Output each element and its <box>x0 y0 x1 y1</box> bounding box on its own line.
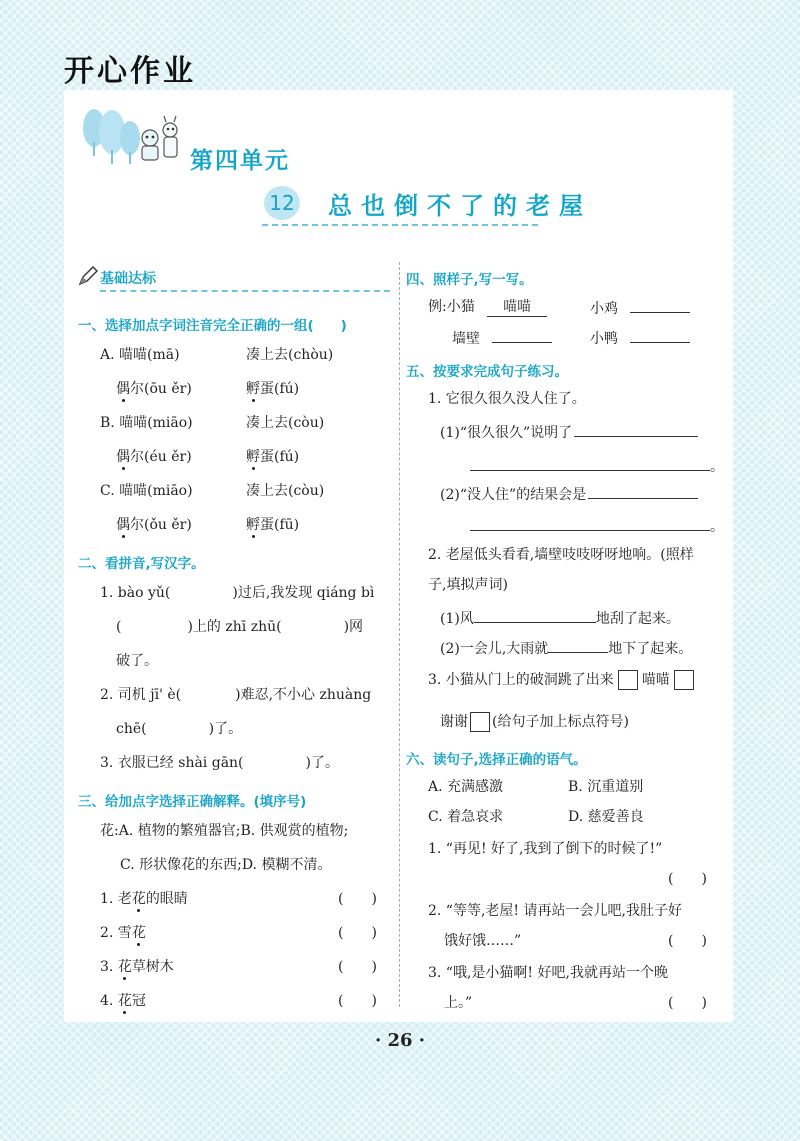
q6-s2a: 2. “等等,老屋! 请再站一会儿吧,我肚子好 <box>428 903 682 919</box>
header-title: 开心作业 <box>64 54 196 89</box>
q4-w4: 小鸭 <box>590 331 618 347</box>
lesson-title: 总也倒不了的老屋 <box>328 192 592 220</box>
q5-s2c <box>440 608 680 628</box>
q6-s1: 1. “再见! 好了,我到了倒下的时候了!” <box>428 841 663 857</box>
q2-l1a: 1. bào yǔ( <box>100 585 171 601</box>
q5-s1a <box>440 422 698 442</box>
q3-item4-paren: ( ) <box>338 993 377 1009</box>
q2-l1b: )过后,我发现 qiáng bì <box>232 585 375 601</box>
dotted-char: 花 <box>131 925 146 941</box>
q1-b1: B. 喵喵(miāo) <box>100 415 193 431</box>
q1-a1: A. 喵喵(mā) <box>100 347 180 363</box>
answer-blank[interactable] <box>630 328 690 343</box>
q2-l4b: )难忍,不小心 zhuàng <box>235 687 372 703</box>
q6-s2-paren: ( ) <box>668 933 707 949</box>
q1-a3-rest: 尔(ōu ěr) <box>130 381 192 397</box>
q1-title: 一、选择加点字词注音完全正确的一组( ) <box>78 318 347 334</box>
q1-c1: C. 喵喵(miāo) <box>100 483 193 499</box>
q4-word4 <box>590 328 690 348</box>
q6-s2b: 饿好饿……” <box>444 933 522 949</box>
q3-item4 <box>100 992 146 1010</box>
lesson-number: 12 <box>264 186 300 220</box>
q3-item2 <box>100 924 146 942</box>
q5-s1a-line <box>470 456 724 476</box>
q6-s3b: 上。” <box>444 995 473 1011</box>
dotted-char: 偶 <box>116 381 130 397</box>
basic-section-label: 基础达标 <box>100 271 156 287</box>
dotted-char: 孵 <box>246 449 260 465</box>
answer-blank[interactable] <box>574 422 698 437</box>
q5-period: 。 <box>710 519 724 535</box>
unit-title: 第四单元 <box>190 148 290 174</box>
q5-title: 五、按要求完成句子练习。 <box>406 364 568 380</box>
q4-ex-answer: 喵喵 <box>487 298 547 317</box>
q1-c3-rest: 尔(ǒu ěr) <box>130 517 192 533</box>
dotted-char: 花 <box>131 891 146 907</box>
q6-option-a: A. 充满感激 <box>428 779 504 795</box>
q1-a2: 凑上去(chòu) <box>246 347 334 363</box>
title-rule <box>262 224 538 226</box>
dotted-char: 孵 <box>246 381 260 397</box>
q3-i1a: 1. 老 <box>100 891 132 907</box>
answer-blank[interactable] <box>492 328 552 343</box>
q6-s3-paren: ( ) <box>668 995 707 1011</box>
q1-b4-rest: 蛋(fú) <box>260 449 300 465</box>
q6-s1-paren: ( ) <box>668 871 707 887</box>
q2-line4 <box>100 686 371 704</box>
trees-animals-illustration <box>78 108 188 172</box>
q6-title: 六、读句子,选择正确的语气。 <box>406 752 587 768</box>
q2-l5a: chē( <box>116 721 147 737</box>
q1-a4-rest: 蛋(fú) <box>260 381 300 397</box>
q5-s2a: 2. 老屋低头看看,墙壁吱吱呀呀地响。(照样 <box>428 547 694 563</box>
q1-c2: 凑上去(còu) <box>246 483 325 499</box>
q5-s3 <box>428 670 694 690</box>
answer-blank[interactable] <box>588 484 698 499</box>
q2-line6 <box>100 754 339 772</box>
q2-line1 <box>100 584 374 602</box>
q5-s2b: 子,填拟声词) <box>428 577 508 593</box>
pencil-icon <box>76 264 100 288</box>
q6-option-c: C. 着急哀求 <box>428 809 504 825</box>
q1-a4 <box>246 380 299 398</box>
q2-l5b: )了。 <box>208 721 243 737</box>
q5-s1b <box>440 484 698 504</box>
q5-s3c: 谢谢 <box>440 714 468 730</box>
q5-s3-line2 <box>440 712 629 732</box>
q4-example <box>428 298 547 317</box>
q2-title: 二、看拼音,写汉字。 <box>78 556 205 572</box>
q6-option-b: B. 沉重道别 <box>568 779 644 795</box>
answer-blank[interactable] <box>474 608 596 623</box>
q2-l2a: ( <box>116 619 122 635</box>
dotted-char: 偶 <box>116 449 130 465</box>
q6-s3a: 3. “哦,是小猫啊! 好吧,我就再站一个晚 <box>428 965 668 981</box>
page-number: · 26 · <box>374 1030 426 1051</box>
q3-i2a: 2. 雪 <box>100 925 132 941</box>
q4-title: 四、照样子,写一写。 <box>406 272 533 288</box>
q1-c4 <box>246 516 299 534</box>
column-divider <box>399 262 400 1007</box>
q4-word2 <box>590 298 690 318</box>
q2-l2c: )网 <box>343 619 364 635</box>
q5-s2c1: (1)风 <box>440 611 474 627</box>
q3-item1 <box>100 890 188 908</box>
q1-b3 <box>116 448 192 466</box>
q3-title: 三、给加点字选择正确解释。(填序号) <box>78 794 307 810</box>
q3-item3 <box>100 958 174 976</box>
q2-line5 <box>116 720 242 738</box>
answer-blank[interactable] <box>470 456 710 471</box>
dotted-char: 孵 <box>246 517 260 533</box>
q4-ex-label: 例:小猫 <box>428 299 475 315</box>
q3-i1c: 的眼睛 <box>145 891 188 907</box>
q4-w2: 小鸡 <box>590 301 618 317</box>
q1-c4-rest: 蛋(fū) <box>260 517 300 533</box>
q2-line2 <box>116 618 363 636</box>
q2-l6a: 3. 衣服已经 shài gān( <box>100 755 244 771</box>
basic-rule <box>100 290 390 292</box>
q4-w3: 墙壁 <box>452 331 480 347</box>
q3-item3-paren: ( ) <box>338 959 377 975</box>
q2-l4a: 2. 司机 jī' è( <box>100 687 182 703</box>
punctuation-box[interactable] <box>674 670 694 690</box>
q5-s2d <box>440 638 692 658</box>
answer-blank[interactable] <box>548 638 608 653</box>
q1-b4 <box>246 448 299 466</box>
q3-def2: C. 形状像花的东西;D. 模糊不清。 <box>120 857 332 873</box>
q3-item1-paren: ( ) <box>338 891 377 907</box>
q5-s2d2: 地下了起来。 <box>608 641 693 657</box>
q2-l6b: )了。 <box>305 755 339 771</box>
punctuation-box[interactable] <box>470 712 490 732</box>
q1-b2: 凑上去(còu) <box>246 415 325 431</box>
q2-line3: 破了。 <box>116 653 158 669</box>
q5-s3d: (给句子加上标点符号) <box>492 714 629 730</box>
dotted-char: 偶 <box>116 517 130 533</box>
q5-s1b-text: (2)“没人住”的结果会是 <box>440 487 587 503</box>
punctuation-box[interactable] <box>618 670 638 690</box>
q3-i4a: 4. <box>100 993 118 1009</box>
q3-i4c: 冠 <box>131 993 146 1009</box>
q2-l2b: )上的 zhī zhū( <box>187 619 282 635</box>
q1-c3 <box>116 516 192 534</box>
q3-i3a: 3. <box>100 959 118 975</box>
dotted-char: 花 <box>117 993 132 1009</box>
q3-def1: 花:A. 植物的繁殖器官;B. 供观赏的植物; <box>100 823 349 839</box>
dotted-char: 花 <box>117 959 132 975</box>
q5-s3a: 3. 小猫从门上的破洞跳了出来 <box>428 672 614 688</box>
q1-b3-rest: 尔(éu ěr) <box>130 449 192 465</box>
q5-s2d1: (2)一会儿,大雨就 <box>440 641 549 657</box>
q5-s1: 1. 它很久很久没人住了。 <box>428 391 586 407</box>
q5-s1b-line <box>470 516 724 536</box>
q5-s3b: 喵喵 <box>641 672 670 688</box>
answer-blank[interactable] <box>630 298 690 313</box>
answer-blank[interactable] <box>470 516 710 531</box>
q5-s1a-text: (1)“很久很久”说明了 <box>440 425 573 441</box>
q5-s2c2: 地刮了起来。 <box>595 611 680 627</box>
q3-i3c: 草树木 <box>131 959 174 975</box>
q3-item2-paren: ( ) <box>338 925 377 941</box>
q5-period: 。 <box>710 459 724 475</box>
q4-word3 <box>452 328 552 348</box>
q6-option-d: D. 慈爱善良 <box>568 809 644 825</box>
q1-a3 <box>116 380 192 398</box>
